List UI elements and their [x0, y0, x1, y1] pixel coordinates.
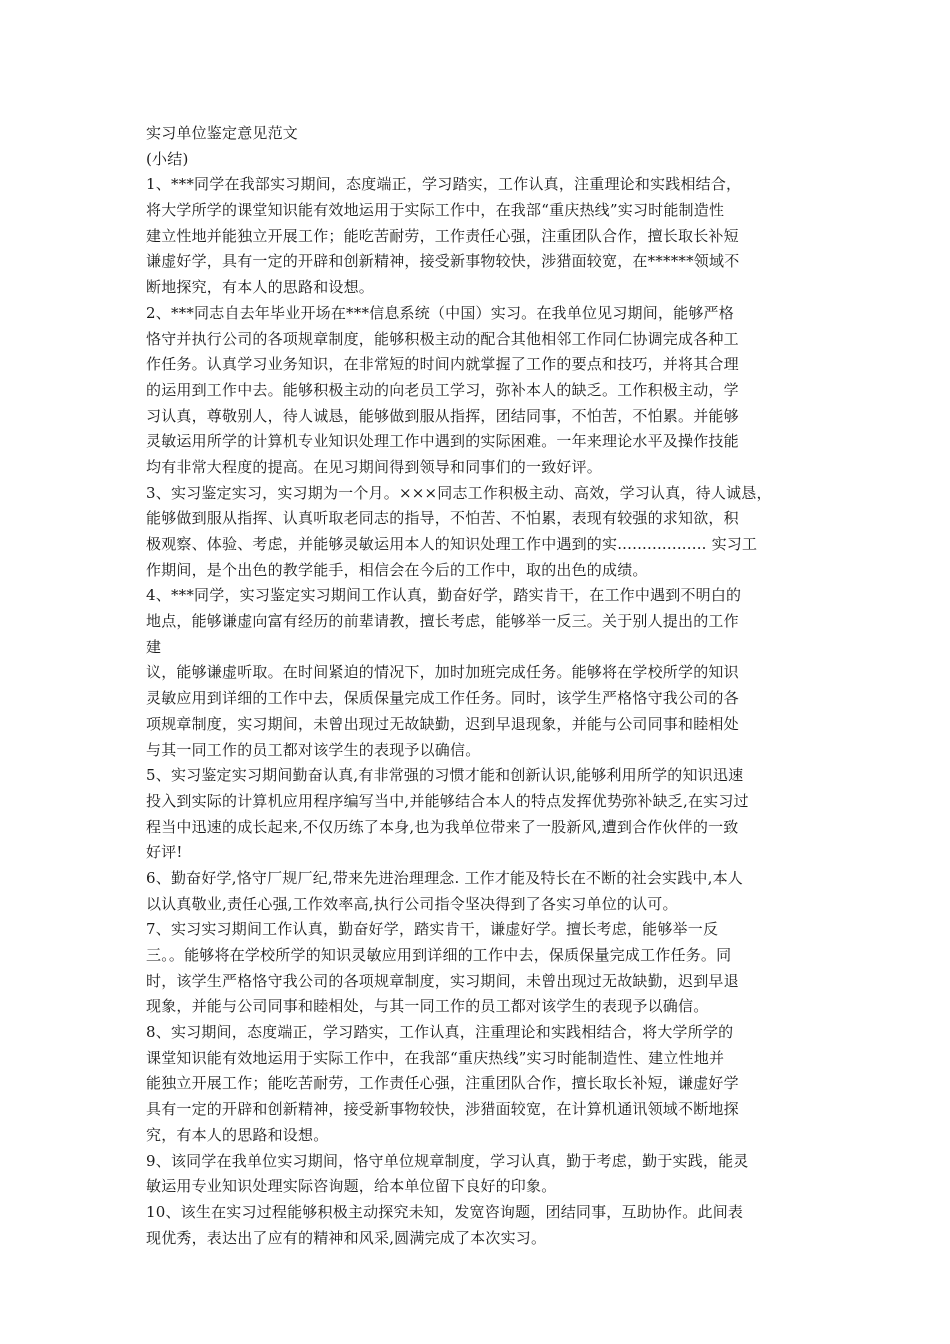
paragraph-line: 8、实习期间，态度端正，学习踏实，工作认真，注重理论和实践相结合，将大学所学的 [146, 1023, 734, 1042]
paragraph-1 [146, 172, 818, 300]
paragraph-8 [146, 1020, 818, 1148]
document-title: 实习单位鉴定意见范文 [146, 124, 299, 142]
paragraph-line: 1、***同学在我部实习期间，态度端正，学习踏实，工作认真，注重理论和实践相结合， [146, 175, 742, 194]
paragraph-line: 以认真敬业,责任心强,工作效率高,执行公司指令坚决得到了各实习单位的认可。 [146, 894, 678, 913]
paragraph-line: 程当中迅速的成长起来,不仅历练了本身,也为我单位带来了一股新风,遭到合作伙伴的一致 [146, 817, 739, 836]
paragraph-line: 好评! [146, 843, 183, 862]
paragraph-line: 4、***同学，实习鉴定实习期间工作认真，勤奋好学，踏实肯干，在工作中遇到不明白的 [146, 586, 742, 605]
paragraph-5 [146, 763, 818, 866]
document-subtitle: (小结) [146, 149, 189, 168]
paragraph-line: 7、实习实习期间工作认真，勤奋好学，踏实肯干，谦虚好学。擅长考虑，能够举一反 [146, 920, 719, 939]
paragraph-2 [146, 301, 818, 481]
paragraph-line: 能够做到服从指挥、认真听取老同志的指导，不怕苦、不怕累，表现有较强的求知欲，积 [146, 509, 739, 528]
paragraph-line: 9、该同学在我单位实习期间，恪守单位规章制度，学习认真，勤于考虑，勤于实践，能灵 [146, 1151, 749, 1170]
paragraph-line: 三。。能够将在学校所学的知识灵敏应用到详细的工作中去，保质保量完成工作任务。同 [146, 946, 732, 964]
paragraph-line: 能独立开展工作；能吃苦耐劳，工作责任心强，注重团队合作，擅长取长补短，谦虚好学 [146, 1074, 739, 1093]
paragraph-line: 极观察、体验、考虑，并能够灵敏运用本人的知识处理工作中遇到的实.................. 实习工 [146, 535, 758, 553]
paragraph-line: 建 [146, 637, 162, 656]
paragraph-line: 敏运用专业知识处理实际咨询题，给本单位留下良好的印象。 [146, 1177, 557, 1196]
document-body [146, 121, 818, 1251]
paragraph-line: 习认真，尊敬别人，待人诚恳，能够做到服从指挥，团结同事，不怕苦，不怕累。并能够 [146, 406, 739, 425]
paragraph-line: 时，该学生严格恪守我公司的各项规章制度，实习期间，未曾出现过无故缺勤，迟到早退 [146, 971, 739, 990]
paragraph-4 [146, 583, 818, 763]
paragraph-line: 作任务。认真学习业务知识，在非常短的时间内就掌握了工作的要点和技巧，并将其合理 [146, 355, 739, 374]
paragraph-10 [146, 1200, 818, 1251]
paragraph-line: 现优秀，表达出了应有的精神和风采,圆满完成了本次实习。 [146, 1228, 547, 1247]
paragraph-line: 5、实习鉴定实习期间勤奋认真,有非常强的习惯才能和创新认识,能够利用所学的知识迅速 [146, 766, 744, 785]
paragraph-line: 均有非常大程度的提高。在见习期间得到领导和同事们的一致好评。 [146, 457, 603, 476]
paragraph-line: 灵敏运用所学的计算机专业知识处理工作中遇到的实际困难。一年来理论水平及操作技能 [146, 432, 739, 451]
paragraph-line: 10、该生在实习过程能够积极主动探究未知，发宽咨询题，团结同事，互助协作。此间表 [146, 1202, 744, 1221]
paragraph-line: 究，有本人的思路和设想。 [146, 1125, 329, 1144]
paragraph-3 [146, 481, 818, 584]
paragraph-list [146, 172, 818, 1251]
paragraph-line: 谦虚好学，具有一定的开辟和创新精神，接受新事物较快，涉猎面较宽，在******领域不 [146, 252, 740, 271]
paragraph-line: 的运用到工作中去。能够积极主动的向老员工学习，弥补本人的缺乏。工作积极主动，学 [146, 380, 739, 399]
paragraph-9 [146, 1149, 818, 1200]
paragraph-line: 恪守并执行公司的各项规章制度，能够积极主动的配合其他相邻工作同仁协调完成各种工 [146, 329, 739, 348]
paragraph-6 [146, 866, 818, 917]
paragraph-line: 断地探究，有本人的思路和设想。 [146, 278, 375, 297]
paragraph-line: 现象，并能与公司同事和睦相处，与其一同工作的员工都对该学生的表现予以确信。 [146, 997, 709, 1016]
paragraph-line: 建立性地并能独立开展工作；能吃苦耐劳，工作责任心强，注重团队合作，擅长取长补短 [146, 226, 739, 245]
paragraph-line: 6、勤奋好学,恪守厂规厂纪,带来先进治理理念. 工作才能及特长在不断的社会实践中,本人 [146, 868, 743, 887]
paragraph-line: 与其一同工作的员工都对该学生的表现予以确信。 [146, 740, 481, 759]
paragraph-line: 灵敏应用到详细的工作中去，保质保量完成工作任务。同时，该学生严格恪守我公司的各 [146, 689, 739, 708]
paragraph-line: 议，能够谦虚听取。在时间紧迫的情况下，加时加班完成任务。能够将在学校所学的知识 [146, 663, 739, 682]
paragraph-line: 作期间，是个出色的教学能手，相信会在今后的工作中，取的出色的成绩。 [146, 560, 648, 579]
paragraph-line: 具有一定的开辟和创新精神，接受新事物较快，涉猎面较宽，在计算机通讯领域不断地探 [146, 1100, 739, 1119]
paragraph-line: 项规章制度，实习期间，未曾出现过无故缺勤，迟到早退现象，并能与公司同事和睦相处 [146, 714, 739, 733]
paragraph-line: 2、***同志自去年毕业开场在***信息系统（中国）实习。在我单位见习期间，能够严格 [146, 303, 734, 322]
paragraph-line: 投入到实际的计算机应用程序编写当中,并能够结合本人的特点发挥优势弥补缺乏,在实习过 [146, 791, 749, 810]
paragraph-line: 3、实习鉴定实习，实习期为一个月。×××同志工作积极主动、高效，学习认真，待人诚恳， [146, 483, 772, 502]
paragraph-line: 地点，能够谦虚向富有经历的前辈请教，擅长考虑，能够举一反三。关于别人提出的工作 [146, 612, 739, 631]
paragraph-7 [146, 917, 818, 1020]
paragraph-line: 课堂知识能有效地运用于实际工作中，在我部“重庆热线”实习时能制造性、建立性地并 [146, 1048, 725, 1067]
paragraph-line: 将大学所学的课堂知识能有效地运用于实际工作中，在我部“重庆热线”实习时能制造性 [146, 201, 725, 220]
